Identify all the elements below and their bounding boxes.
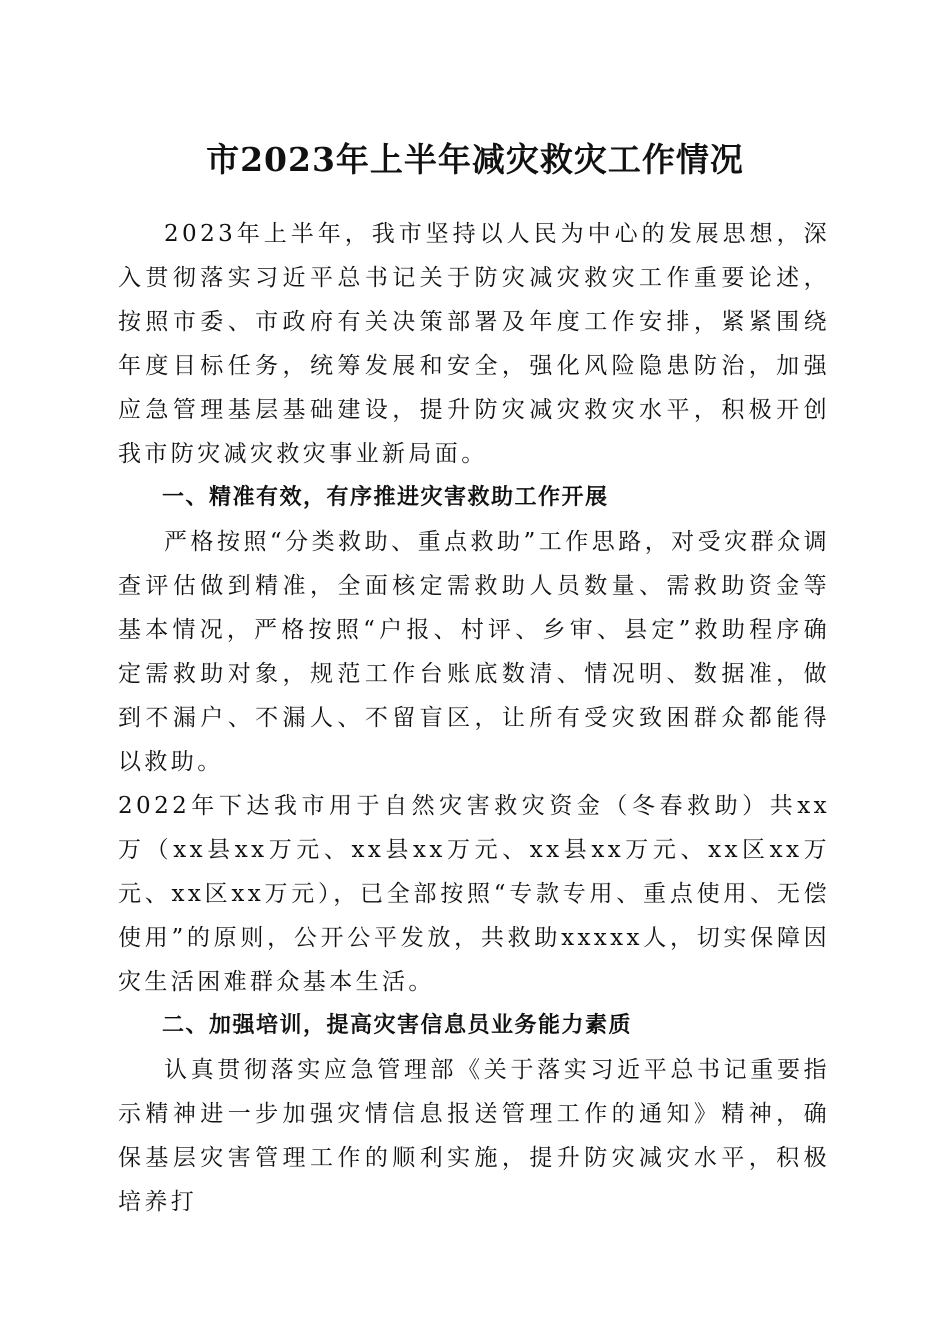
document-title: 市2023年上半年减灾救灾工作情况 [206,140,744,179]
section-2-paragraph-1: 认真贯彻落实应急管理部《关于落实习近平总书记重要指示精神进一步加强灾情信息报送管理工作的通知》精神，确保基层灾害管理工作的顺利实施，提升防灾减灾水平，积极培养打 [118,1057,830,1215]
document-body [118,212,830,1224]
intro-paragraph: 2023年上半年，我市坚持以人民为中心的发展思想，深入贯彻落实习近平总书记关于防灾减灾救灾工作重要论述，按照市委、市政府有关决策部署及年度工作安排，紧紧围绕年度目标任务，统筹发展和安全，强化风险隐患防治，加强应急管理基层基础建设，提升防灾减灾救灾水平，积极开创我市防灾减灾救灾事业新局面。 [118,221,830,467]
section-2-heading: 二、加强培训，提高灾害信息员业务能力素质 [162,1013,633,1038]
section-1-heading: 一、精准有效，有序推进灾害救助工作开展 [162,485,609,510]
section-1-paragraph-2: 2022年下达我市用于自然灾害救灾资金（冬春救助）共xx万（xx县xx万元、xx县xx万元、xx县xx万元、xx区xx万元、xx区xx万元），已全部按照“专款专用、重点使用、无偿使用”的原则，公开公平发放，共救助xxxxx人，切实保障因灾生活困难群众基本生活。 [118,793,830,995]
section-1-paragraph-1: 严格按照“分类救助、重点救助”工作思路，对受灾群众调查评估做到精准，全面核定需救助人员数量、需救助资金等基本情况，严格按照“户报、村评、乡审、县定”救助程序确定需救助对象，规范工作台账底数清、情况明、数据准，做到不漏户、不漏人、不留盲区，让所有受灾致困群众都能得以救助。 [118,529,830,775]
